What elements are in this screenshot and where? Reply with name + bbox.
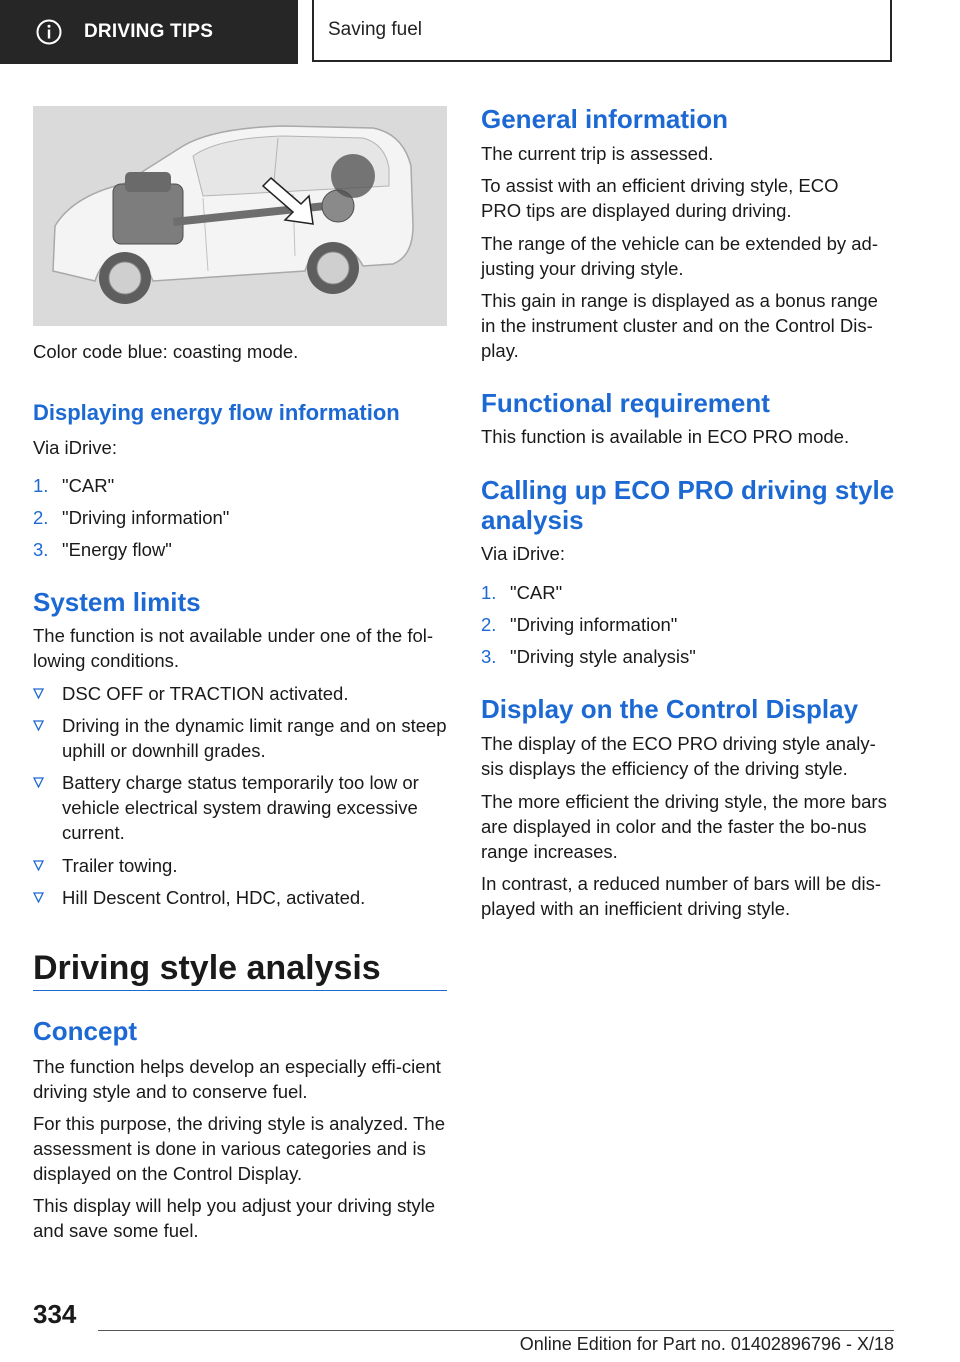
calling-up-heading: Calling up ECO PRO driving style analysis: [481, 475, 895, 535]
page-title: Saving fuel: [328, 19, 423, 40]
general-paragraph-1: The current trip is assessed.: [481, 143, 714, 164]
concept-paragraph-3: This display will help you adjust your driving style and save some fuel.: [33, 1195, 436, 1241]
list-item: 1. "CAR": [481, 582, 563, 603]
list-item: 2. "Driving information": [33, 507, 230, 528]
display-paragraph-3: In contrast, a reduced number of bars will be dis‐played with an inefficient driving style.: [481, 873, 881, 919]
footer-rule: [98, 1330, 894, 1331]
energy-flow-intro: Via iDrive:: [33, 437, 117, 458]
display-paragraph-2: The more efficient the driving style, the more bars are displayed in color and the faster the bo‐nus range increases.: [481, 791, 887, 862]
page-number: 334: [33, 1299, 77, 1329]
list-item: 3. "Driving style analysis": [481, 646, 696, 667]
section-label: DRIVING TIPS: [84, 21, 214, 42]
section-tab: [0, 0, 298, 64]
list-item: 1. "CAR": [33, 475, 115, 496]
triangle-bullet-icon: [33, 770, 62, 845]
concept-paragraph-1: The function helps develop an especially effi‐cient driving style and to conserve fuel.: [33, 1056, 441, 1102]
functional-requirement-heading: Functional requirement: [481, 388, 770, 418]
display-heading: Display on the Control Display: [481, 694, 859, 724]
list-item: Hill Descent Control, HDC, activated.: [33, 885, 447, 910]
general-paragraph-2: To assist with an efficient driving style, ECO PRO tips are displayed during driving.: [481, 175, 839, 221]
list-item: Battery charge status temporarily too low or vehicle electrical system drawing excessive current.: [33, 770, 447, 845]
vehicle-drivetrain-illustration: [33, 106, 447, 326]
list-item: Trailer towing.: [33, 853, 447, 878]
list-item: 2. "Driving information": [481, 614, 678, 635]
triangle-bullet-icon: [33, 853, 62, 878]
list-item: 3. "Energy flow": [33, 539, 172, 560]
system-limits-intro: The function is not available under one of the fol‐lowing conditions.: [33, 625, 434, 671]
list-item: Driving in the dynamic limit range and on steep uphill or downhill grades.: [33, 713, 447, 763]
display-paragraph-1: The display of the ECO PRO driving style analy‐sis displays the efficiency of the driving style.: [481, 733, 876, 779]
calling-up-intro: Via iDrive:: [481, 543, 565, 564]
triangle-bullet-icon: [33, 713, 62, 763]
driving-style-analysis-heading: Driving style analysis: [33, 949, 381, 987]
general-information-heading: General information: [481, 104, 729, 134]
energy-flow-heading: Displaying energy flow information: [33, 400, 400, 425]
triangle-bullet-icon: [33, 681, 62, 706]
triangle-bullet-icon: [33, 885, 62, 910]
system-limits-heading: System limits: [33, 587, 201, 617]
heading-rule: [33, 990, 447, 991]
page-title-box: [312, 0, 892, 62]
figure-caption: Color code blue: coasting mode.: [33, 341, 299, 362]
info-circle-icon: [36, 19, 62, 45]
list-item: DSC OFF or TRACTION activated.: [33, 681, 447, 706]
general-paragraph-3: The range of the vehicle can be extended by ad‐justing your driving style.: [481, 233, 878, 279]
general-paragraph-4: This gain in range is displayed as a bonus range in the instrument cluster and on the Control Dis‐play.: [481, 290, 878, 361]
concept-paragraph-2: For this purpose, the driving style is analyzed. The assessment is done in various categories and is displayed on the Control Display.: [33, 1113, 446, 1184]
edition-note: Online Edition for Part no. 01402896796 - X/18: [519, 1334, 894, 1354]
concept-heading: Concept: [33, 1016, 137, 1046]
functional-paragraph: This function is available in ECO PRO mode.: [481, 426, 850, 447]
